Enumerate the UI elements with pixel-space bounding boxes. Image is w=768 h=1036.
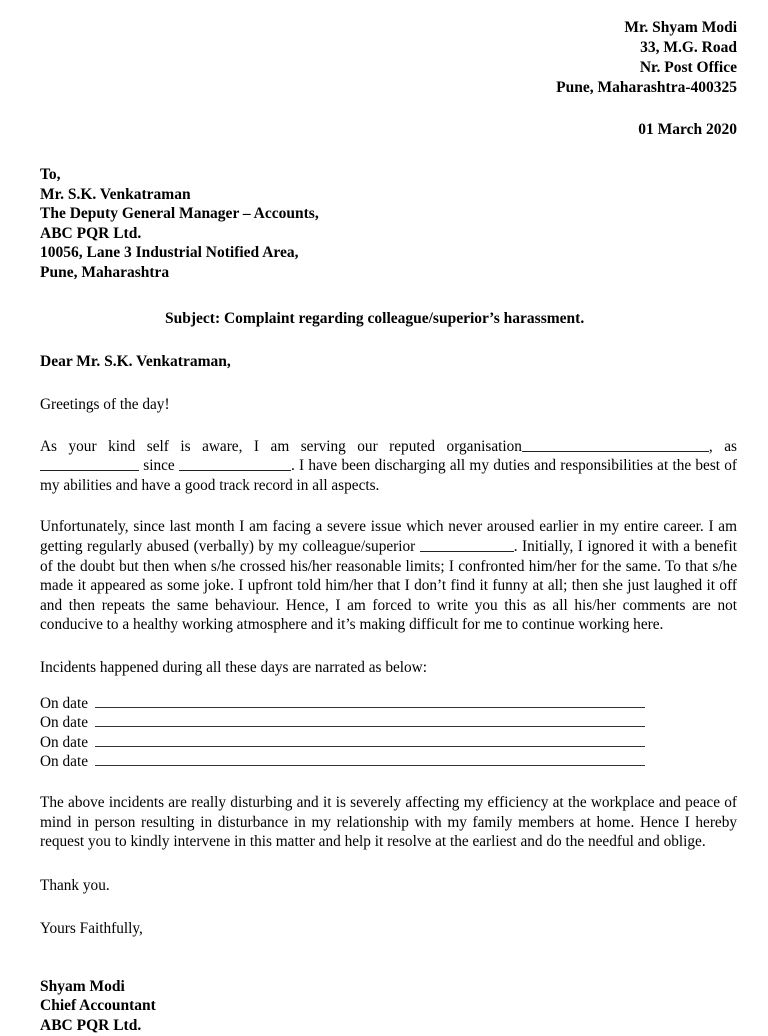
incident-row-label: On date [40, 733, 88, 751]
paragraph-2-text-part-1: Unfortunately, since last month I am facing a severe issue which never aroused earlier in my entire career. I am getting regularly abused (verbally) by my colleague/superior [40, 518, 737, 555]
blank-colleague-name[interactable] [420, 538, 514, 552]
recipient-to-label: To, [40, 166, 61, 183]
body-paragraph-1 [40, 437, 737, 496]
signature-designation: Chief Accountant [40, 997, 156, 1015]
recipient-name: Mr. S.K. Venkatraman [40, 185, 191, 203]
thank-you-line: Thank you. [40, 876, 110, 894]
recipient-city: Pune, Maharashtra [40, 263, 170, 281]
recipient-company: ABC PQR Ltd. [40, 224, 142, 242]
incident-row [40, 752, 737, 771]
incident-row-label: On date [40, 752, 88, 770]
incident-row-blank[interactable] [95, 695, 645, 708]
recipient-street: 10056, Lane 3 Industrial Notified Area, [40, 244, 299, 262]
greeting-line: Greetings of the day! [40, 395, 170, 413]
body-paragraph-2 [40, 517, 737, 635]
letter-date: 01 March 2020 [638, 121, 737, 138]
blank-organisation-name[interactable] [522, 438, 709, 452]
paragraph-1-text-part-3: since [143, 457, 175, 475]
body-paragraph-3: The above incidents are really disturbing and it is severely affecting my efficiency at the workplace and peace of mind in person resulting in disturbance in my relationship with my family members at home. Hence I hereby request you to kindly intervene in this matter and help it resolve at the earliest and do the needful and oblige. [40, 794, 737, 851]
recipient-designation: The Deputy General Manager – Accounts, [40, 205, 319, 223]
complimentary-close: Yours Faithfully, [40, 919, 143, 937]
sender-address-block [40, 18, 737, 98]
incident-date-list [40, 694, 737, 771]
incident-row-label: On date [40, 714, 88, 732]
sender-name: Mr. Shyam Modi [624, 19, 737, 36]
incidents-intro: Incidents happened during all these days are narrated as below: [40, 658, 427, 676]
signature-name: Shyam Modi [40, 977, 125, 995]
incident-row-label: On date [40, 694, 88, 712]
incident-row-blank[interactable] [95, 753, 645, 766]
paragraph-1-text-part-4: . I have been discharging all my duties and responsibilities at the best of my abilities and have a good track record in all aspects. [40, 457, 738, 494]
sender-street: 33, M.G. Road [640, 39, 737, 56]
paragraph-1-text-part-1: As your kind self is aware, I am serving our reputed organisation [40, 437, 522, 455]
sender-city-pin: Pune, Maharashtra-400325 [556, 79, 737, 96]
incident-row-blank[interactable] [95, 714, 645, 727]
sender-landmark: Nr. Post Office [639, 59, 737, 76]
incident-row [40, 694, 737, 713]
salutation: Dear Mr. S.K. Venkatraman, [40, 352, 231, 370]
signature-company: ABC PQR Ltd. [40, 1017, 142, 1035]
recipient-address-block [40, 165, 737, 283]
incident-row-blank[interactable] [95, 734, 645, 747]
signature-block [40, 977, 737, 1036]
incident-row [40, 733, 737, 752]
incident-row [40, 713, 737, 732]
subject-line: Subject: Complaint regarding colleague/superior’s harassment. [165, 309, 585, 327]
blank-since-date[interactable] [179, 457, 291, 471]
paragraph-2-text-part-2: . Initially, I ignored it with a benefit of the doubt but then when s/he crossed his/her reasonable limits; I confronted him/her for the same. To that s/he made it appeared as some joke. I upfront told him/her that I don’t find it funny at all; then she just laughed it off and then repeats the same behaviour. Hence, I am forced to write you this as all his/her comments are not conducive to a healthy working atmosphere and it’s making difficult for me to continue working here. [40, 537, 738, 634]
blank-designation[interactable] [40, 457, 139, 471]
paragraph-1-text-part-2: , as [708, 437, 737, 455]
